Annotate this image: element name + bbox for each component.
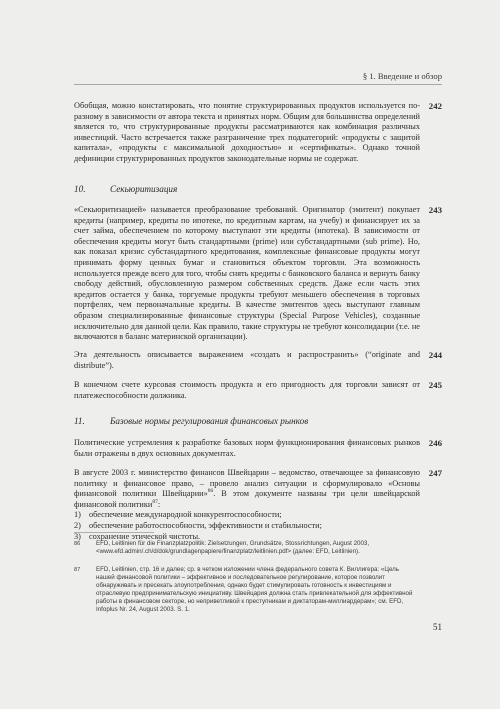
section-number: 10. [74,184,86,194]
paragraph-text: В августе 2003 г. министерство финансов Швейцарии – ведомство, отвечающее за финансовую политику и финансовое право, – провело анализ ситуации и сформулировало «Основы финансовой политики Швейцарии» [74,468,420,499]
footnote-ref-86[interactable]: 86 [207,488,214,495]
margin-number-243: 243 [428,205,442,215]
section-title: Базовые нормы регулирования финансовых рынков [110,416,309,426]
paragraph-244: Эта деятельность описывается выражением «создать и распространить» (“originate and distribute”). [74,350,420,370]
footnote-rule [74,532,154,533]
list-number: 1) [74,510,81,520]
section-heading-11 [74,416,434,426]
section-heading-10 [74,184,434,194]
list-text: обеспечение работоспособности, эффективности и стабильности; [89,520,322,530]
list-item [74,521,420,532]
page-number: 51 [433,622,442,632]
paragraph-242: Обобщая, можно констатировать, что понятие структурированных продуктов используется по-разному в зависимости от автора текста и принятых норм. Общим для большинства определений является то, что структурированные продукты рассматриваются как комбинация различных инвестиций. Часто встречается также разграничение трех подкатегорий: «продукты с защитой капитала», «продукты с максимальной доходностью» и «сертификаты». Однако точной дефиниции структурированных продуктов законодательные нормы не содержат. [74,101,420,163]
margin-number-247: 247 [428,468,442,478]
footnote-86: EFD, Leitlinien für die Finanzplatzpolitik: Zielsetzungen, Grundsätze, Stossrichtungen, August 2003, <www.efd.admin/.ch/d/dok/grundlagenpapiere/finanzplatz/leitlinien.pdf> (далее: EFD, Leitlinien). [96,540,370,555]
section-title: Секьюритизация [110,184,178,194]
running-header: § 1. Введение и обзор [362,71,442,81]
list-number: 2) [74,520,81,530]
paragraph-243: «Секьюритизацией» называется преобразование требований. Оригинатор (эмитент) покупает кредиты (например, кредиты по ипотеке, по кредитным картам, на учебу) и финансирует их за счет займа, обеспечением по которому выступают эти кредиты (ипотека). В зависимости от обеспечения кредиты могут быть стандартными (prime) или субстандартными (sub prime). Но, как показал кризис субстандартного кредитования, комплексные финансовые продукты могут принимать форму ценных бумаг и становиться объектом торговли. Эта возможность используется прежде всего для того, чтобы снять кредиты с банковского баланса и вернуть банку свободу действий, обусловленную размером собственных средств. Даже если часть этих кредитов остается у банка, торгуемые продукты требуют меньшего обеспечения в торговых портфелях, чем первоначальные кредиты. В качестве эмитентов здесь выступают главным образом специализированные финансовые структуры (Special Purpose Vehicles), созданные исключительно для данной цели. Как правило, такие структуры не требуют консолидации (т.е. не включаются в баланс материнской организации). [74,205,420,342]
paragraph-246: Политические устремления к разработке базовых норм функционирования финансовых рынков были отражены в двух основных документах. [74,438,420,458]
footnote-mark-87: 87 [74,567,81,573]
margin-number-246: 246 [428,438,442,448]
footnote-mark-86: 86 [74,541,81,547]
list-text: сохранение этической чистоты. [89,531,201,541]
paragraph-245: В конечном счете курсовая стоимость продукта и его пригодность для торговли зависят от платежеспособности должника. [74,380,420,400]
margin-number-244: 244 [428,350,442,360]
section-number: 11. [74,416,85,426]
margin-number-242: 242 [428,101,442,111]
paragraph-text: . В этом документе названы три цели швейцарской финансовой политики [74,489,421,509]
margin-number-245: 245 [428,380,442,390]
list-text: обеспечение международной конкурентоспособности; [89,510,282,520]
list-item [74,510,420,521]
list-number: 3) [74,531,81,541]
paragraph-text: : [157,499,161,509]
footnote-87: EFD, Leitlinien, стр. 16 и далее; ср. в четком изложении члена федерального совета К. Виллигера: «Цель нашей финансовой политики – эффективное и последовательное регулирование, которое позволит обнаруживать и пресекать злоупотребления, однако будет стимулировать готовность к инвестициям и отраслевую предпринимательскую инициативу. Швейцария должна стать привлекательной для эффективной работы в финансовом секторе, но неприветливой к преступникам и диктаторам-миллиардерам»; см. EFD, Infoplus Nr. 24, August 2003. S. 1. [96,566,413,613]
footnote-ref-87[interactable]: 87 [152,499,158,506]
goals-list [74,510,420,542]
header-rule [74,84,442,85]
